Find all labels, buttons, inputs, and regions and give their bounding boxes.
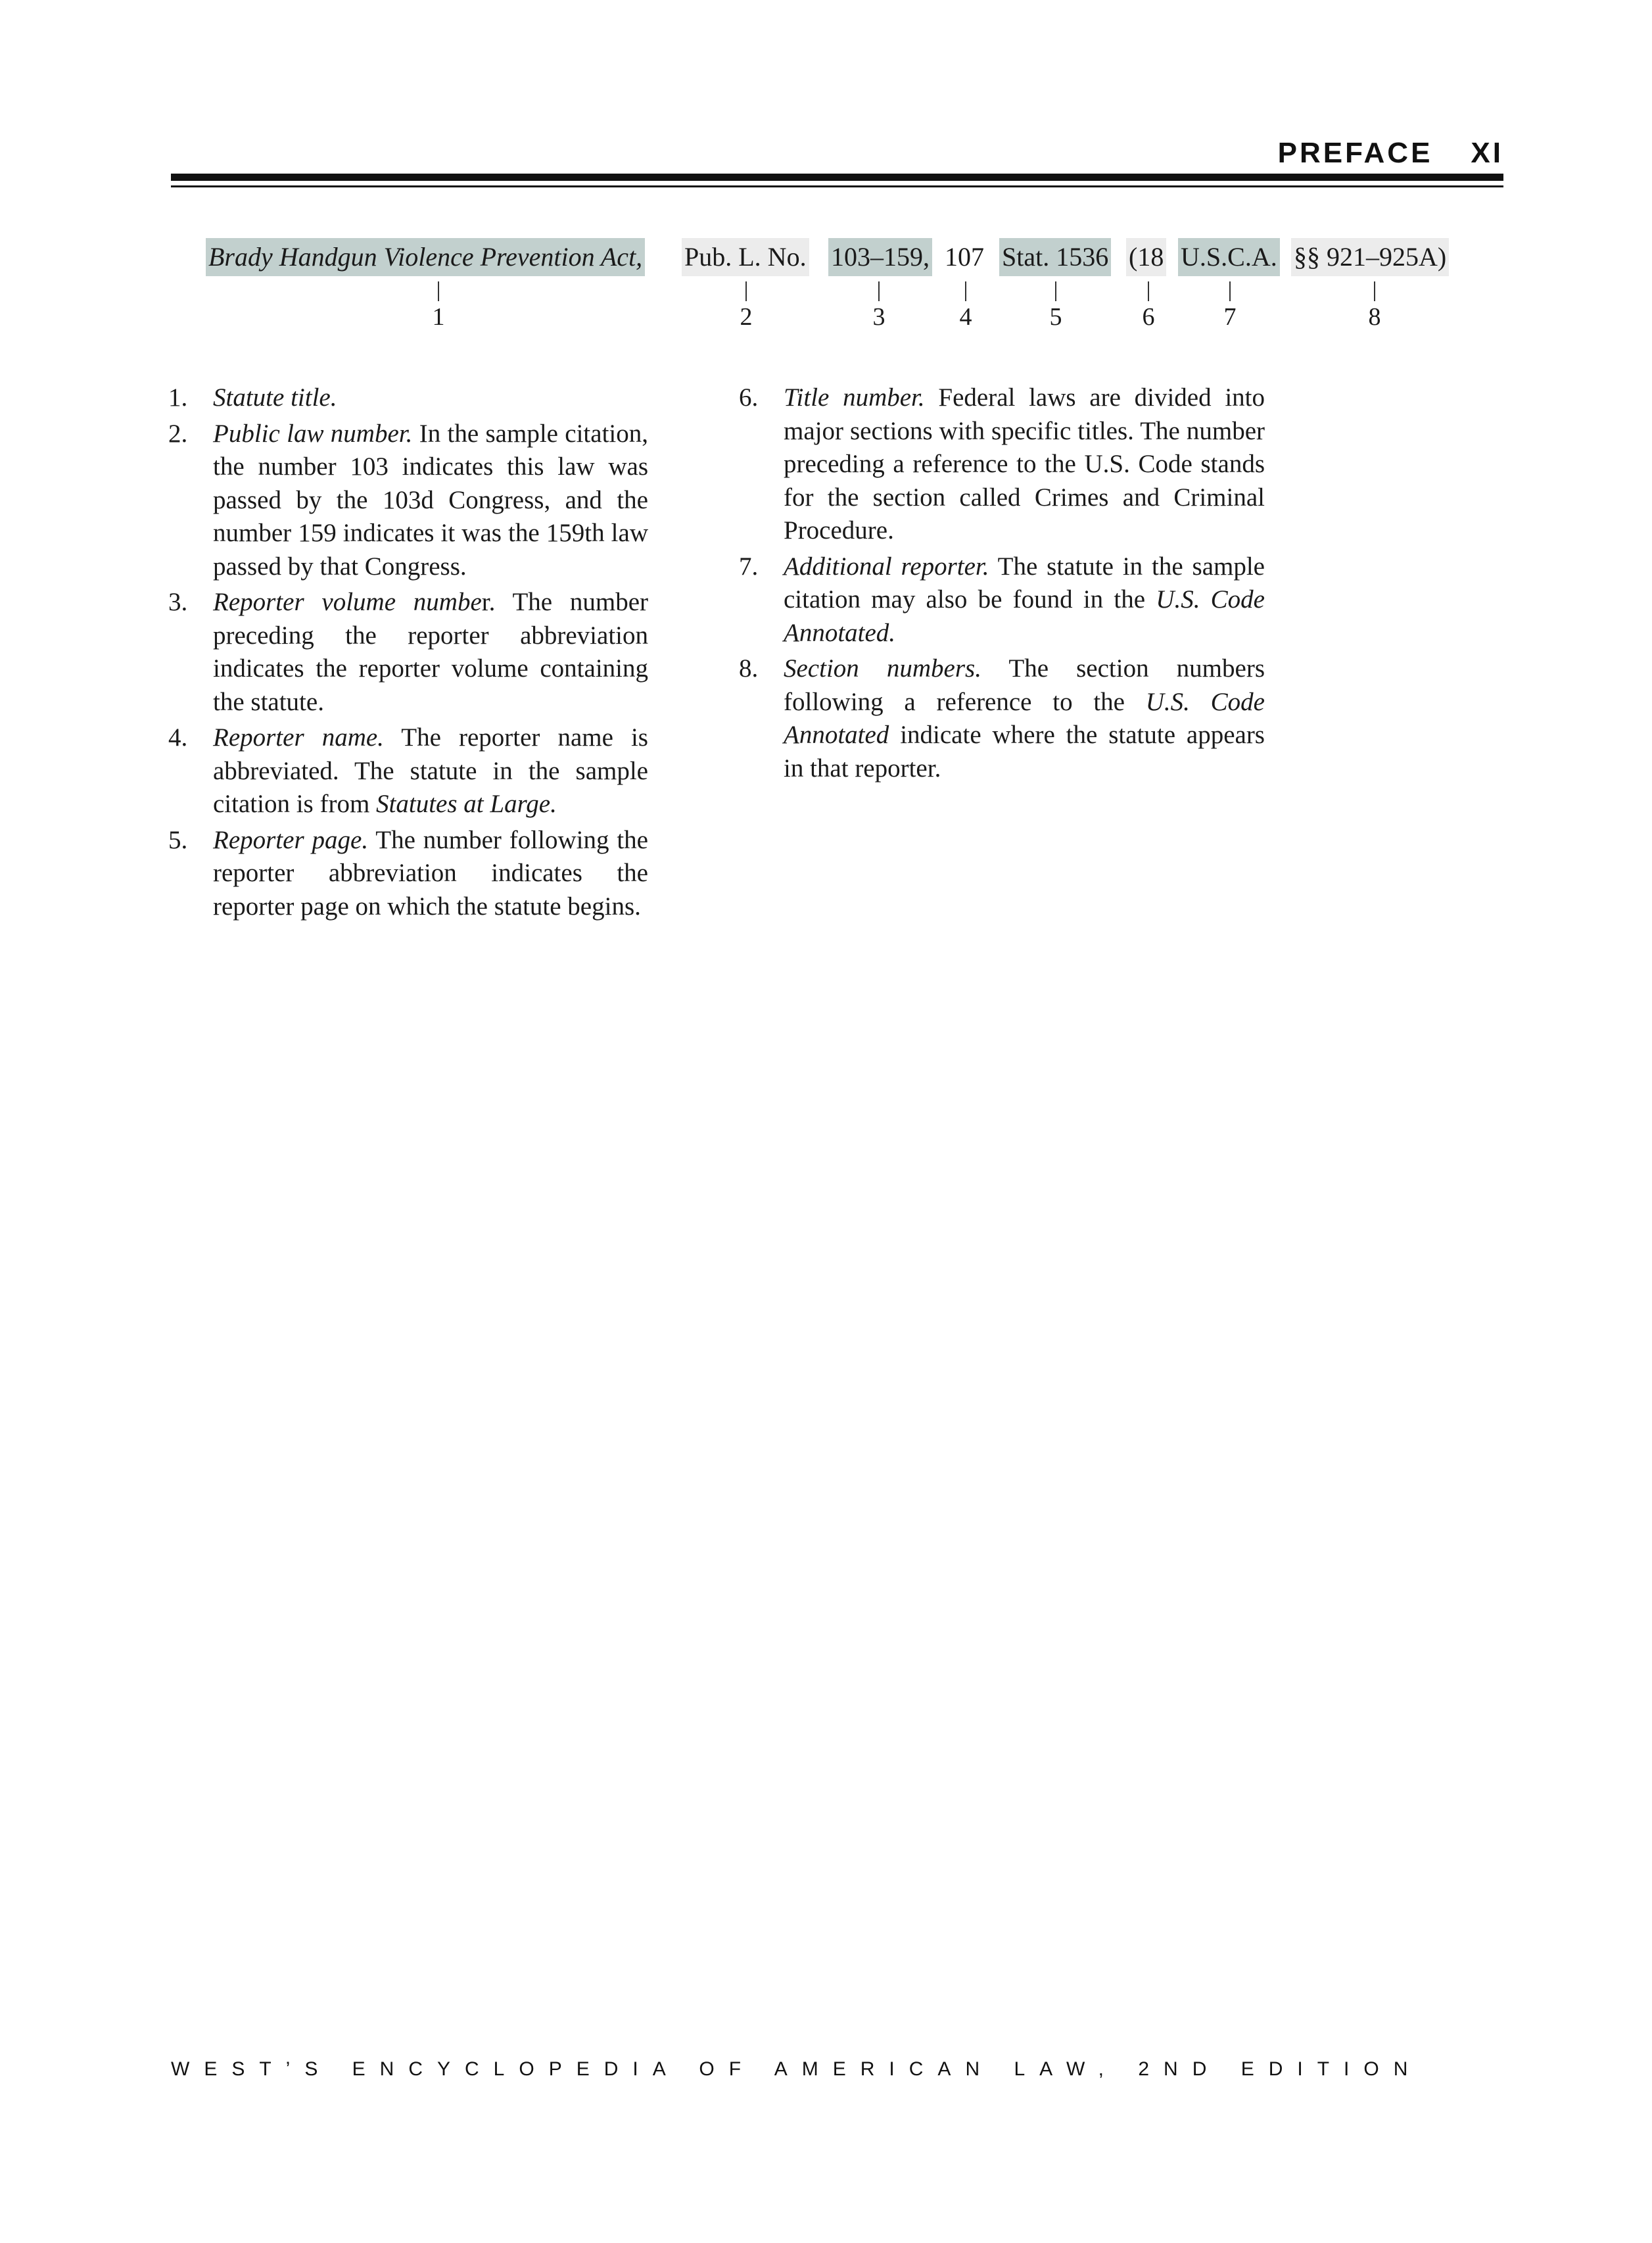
citation-label-1: 1 bbox=[432, 303, 445, 331]
citation-pointer-2 bbox=[745, 281, 747, 301]
list-item-text: Reporter volume number. The number preceding the reporter abbreviation indicates the reporter volume containing the statute. bbox=[213, 588, 648, 716]
citation-segment-3: 103–159, bbox=[828, 238, 932, 276]
list-item-text: Public law number. In the sample citation, the number 103 indicates this law was passed by the 103d Congress, and the number 159 indicates it was the 159th law passed by that Congress. bbox=[213, 419, 648, 581]
running-header bbox=[1278, 137, 1503, 170]
list-item-number: 7. bbox=[739, 552, 759, 581]
citation-label-2: 2 bbox=[740, 303, 753, 331]
citation-pointer-3 bbox=[878, 281, 880, 301]
citation-pointer-4 bbox=[965, 281, 966, 301]
list-item-text: Reporter page. The number following the reporter abbreviation indicates the reporter page on which the statute begins. bbox=[213, 825, 648, 921]
list-item-number: 4. bbox=[168, 723, 188, 752]
page-number: XI bbox=[1471, 137, 1503, 169]
explanation-list-right bbox=[739, 381, 1265, 788]
citation-label-7: 7 bbox=[1223, 303, 1237, 331]
citation-label-4: 4 bbox=[959, 303, 972, 331]
list-item-text: Reporter name. The reporter name is abbreviated. The statute in the sample citation is from Statutes at Large. bbox=[213, 723, 648, 818]
citation-segment-6: (18 bbox=[1126, 238, 1166, 276]
citation-pointer-6 bbox=[1148, 281, 1149, 301]
list-item bbox=[739, 652, 1265, 785]
list-item bbox=[739, 381, 1265, 548]
list-item bbox=[739, 550, 1265, 650]
list-item bbox=[168, 418, 648, 584]
list-item-number: 6. bbox=[739, 383, 759, 412]
list-item-number: 3. bbox=[168, 588, 188, 616]
list-item-number: 5. bbox=[168, 825, 188, 854]
list-item bbox=[168, 586, 648, 719]
citation-label-6: 6 bbox=[1142, 303, 1155, 331]
list-item-number: 2. bbox=[168, 419, 188, 448]
list-item bbox=[168, 381, 648, 415]
citation-segment-4: 107 bbox=[945, 242, 984, 272]
header-rule-thin bbox=[171, 185, 1503, 187]
citation-segment-2: Pub. L. No. bbox=[682, 238, 809, 276]
citation-segment-1: Brady Handgun Violence Prevention Act, bbox=[206, 238, 645, 276]
citation-segment-5: Stat. 1536 bbox=[999, 238, 1111, 276]
citation-pointer-5 bbox=[1055, 281, 1056, 301]
citation-pointer-8 bbox=[1374, 281, 1375, 301]
citation-segment-8: §§ 921–925A) bbox=[1291, 238, 1449, 276]
header-rule-thick bbox=[171, 174, 1503, 181]
citation-segment-7: U.S.C.A. bbox=[1178, 238, 1280, 276]
list-item-text: Statute title. bbox=[213, 383, 337, 412]
header-section: PREFACE bbox=[1277, 137, 1433, 169]
list-item bbox=[168, 721, 648, 821]
list-item-text: Section numbers. The section numbers following a reference to the U.S. Code Annotated indicate where the statute appears in that reporter. bbox=[784, 654, 1265, 783]
citation-pointer-1 bbox=[438, 281, 439, 301]
citation-label-3: 3 bbox=[872, 303, 885, 331]
explanation-list-left bbox=[168, 381, 648, 926]
sample-citation bbox=[0, 238, 1652, 337]
list-item-number: 1. bbox=[168, 383, 188, 412]
citation-pointer-7 bbox=[1229, 281, 1231, 301]
citation-label-8: 8 bbox=[1368, 303, 1381, 331]
list-item-text: Additional reporter. The statute in the sample citation may also be found in the U.S. Code Annotated. bbox=[784, 552, 1265, 647]
list-item bbox=[168, 824, 648, 924]
list-item-text: Title number. Federal laws are divided into major sections with specific titles. The number preceding a reference to the U.S. Code stands for the section called Crimes and Criminal Procedure. bbox=[784, 383, 1265, 544]
running-footer: WEST’S ENCYCLOPEDIA OF AMERICAN LAW, 2ND EDITION bbox=[171, 2058, 1423, 2080]
citation-label-5: 5 bbox=[1049, 303, 1062, 331]
list-item-number: 8. bbox=[739, 654, 759, 683]
